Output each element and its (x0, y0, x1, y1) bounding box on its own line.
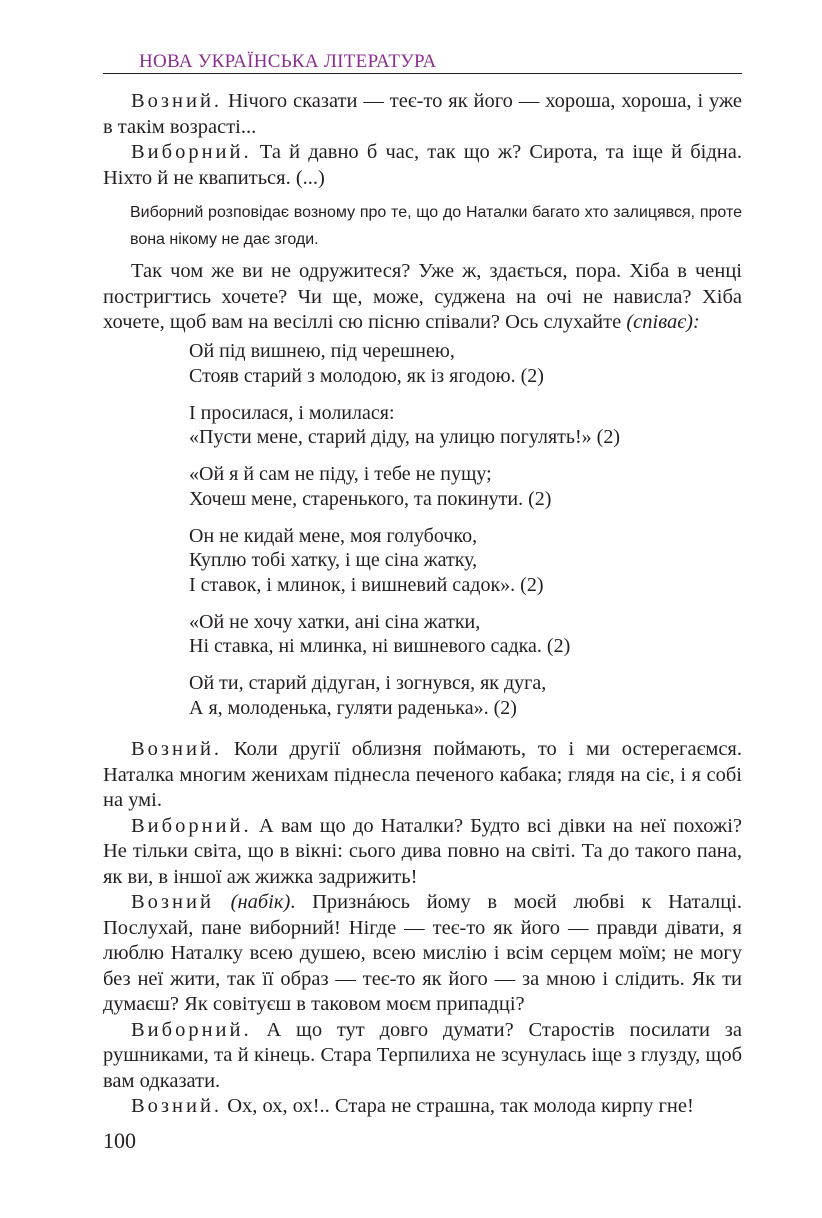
dialogue-top (103, 89, 742, 191)
song-line: Ой під вишнею, під черешнею, (189, 340, 455, 362)
song-line: Он не кидай мене, моя голубочко, (189, 524, 478, 547)
dialogue-bottom (103, 737, 742, 1120)
song-stanza (189, 401, 729, 450)
song-stanza (189, 524, 729, 598)
song-line: А я, молоденька, гуляти раденька». (2) (189, 696, 517, 719)
speech-paragraph (103, 259, 742, 336)
dialogue-line (103, 814, 742, 891)
song-line: «Ой не хочу хатки, ані сіна жатки, (189, 610, 481, 633)
line-text: А вам що до Наталки? Будто всі дівки на неї похожі? Не тільки світа, що в вікні: сього дива повно на світі. Та до такого пана, як ви, в іншої аж жижка задрижить! (103, 814, 742, 888)
line-text: . Признáюсь йому в моєй любві к Наталці. Послухай, пане виборний! Нігде — теє-то як його — правди дівати, я люблю Наталку всею душею, всею мислію і всім серцем моїм; не могу без неї жити, так її образ — теє-то як його — за мною і слідить. Як ти думаєш? Як совітуєш в таковом моєм припадці? (103, 891, 742, 1015)
song-stanza (189, 610, 729, 659)
dialogue-line (103, 1094, 742, 1120)
song-line: «Ой я й сам не піду, і тебе не пущу; (189, 463, 492, 485)
dialogue-line (103, 1018, 742, 1095)
speaker-name: Возний. (131, 90, 223, 112)
song-line: Хочеш мене, старенького, та покинути. (2) (189, 487, 552, 510)
dialogue-line (103, 737, 742, 814)
line-text: Ох, ох, ох!.. Стара не страшна, так молода кирпу гне! (222, 1095, 694, 1117)
stage-direction: (співає): (626, 311, 700, 333)
page-number: 100 (103, 1128, 136, 1153)
song-line: Ні ставка, ні млинка, ні вишневого садка. (2) (189, 635, 571, 657)
speaker-name: Виборний. (131, 814, 252, 837)
line-text: А що тут довго думати? Старостів посилати за рушниками, та й кінець. Стара Терпилиха не зсунулась іще з глузду, щоб вам одказати. (103, 1018, 742, 1092)
running-header (103, 42, 742, 74)
song-line: Ой ти, старий дідуган, і зогнувся, як дуга, (189, 672, 547, 694)
song-block (189, 339, 729, 733)
dialogue-line (103, 89, 742, 140)
speaker-name: Возний (131, 891, 214, 913)
song-line: І просилася, і молилася: (189, 401, 395, 424)
stage-direction: (набік) (213, 891, 291, 913)
header-title: НОВА УКРАЇНСЬКА ЛІТЕРАТУРА (139, 51, 437, 72)
line-text: Та й давно б час, так що ж? Сирота, та іще й бідна. Ніхто й не квапиться. (...) (103, 141, 742, 189)
song-stanza (189, 671, 729, 720)
song-stanza (189, 462, 729, 511)
song-stanza (189, 339, 729, 388)
speech-text: Так чом же ви не одружитеся? Уже ж, здається, пора. Хіба в ченці постригтись хочете? Чи ще, може, суджена на очі не нависла? Хіба хочете, щоб вам на весіллі сю пісню співали? Ось слухайте (103, 260, 742, 333)
speaker-name: Возний. (131, 1095, 223, 1117)
song-line: І ставок, і млинок, і вишневий садок». (2) (189, 573, 544, 596)
song-line: Стояв старий з молодою, як із ягодою. (2) (189, 364, 544, 387)
speaker-name: Виборний. (131, 141, 252, 163)
song-line: «Пусти мене, старий діду, на улицю погулять!» (2) (189, 426, 621, 448)
dialogue-line (103, 890, 742, 1018)
speaker-name: Виборний. (131, 1018, 252, 1041)
line-text: Нічого сказати — теє-то як його — хороша, хороша, і уже в такім возрасті... (103, 90, 742, 138)
plot-summary: Виборний розповідає возному про те, що до Наталки багато хто залицявся, проте вона нікому не дає згоди. (130, 204, 742, 248)
dialogue-line (103, 140, 742, 191)
speaker-name: Возний. (131, 738, 223, 760)
song-line: Куплю тобі хатку, і ще сіна жатку, (189, 549, 478, 571)
line-text: Коли другії облизня поймають, то і ми остерегаємся. Наталка многим женихам піднесла печеного кабака; глядя на сіє, і я собі на умі. (103, 738, 742, 811)
